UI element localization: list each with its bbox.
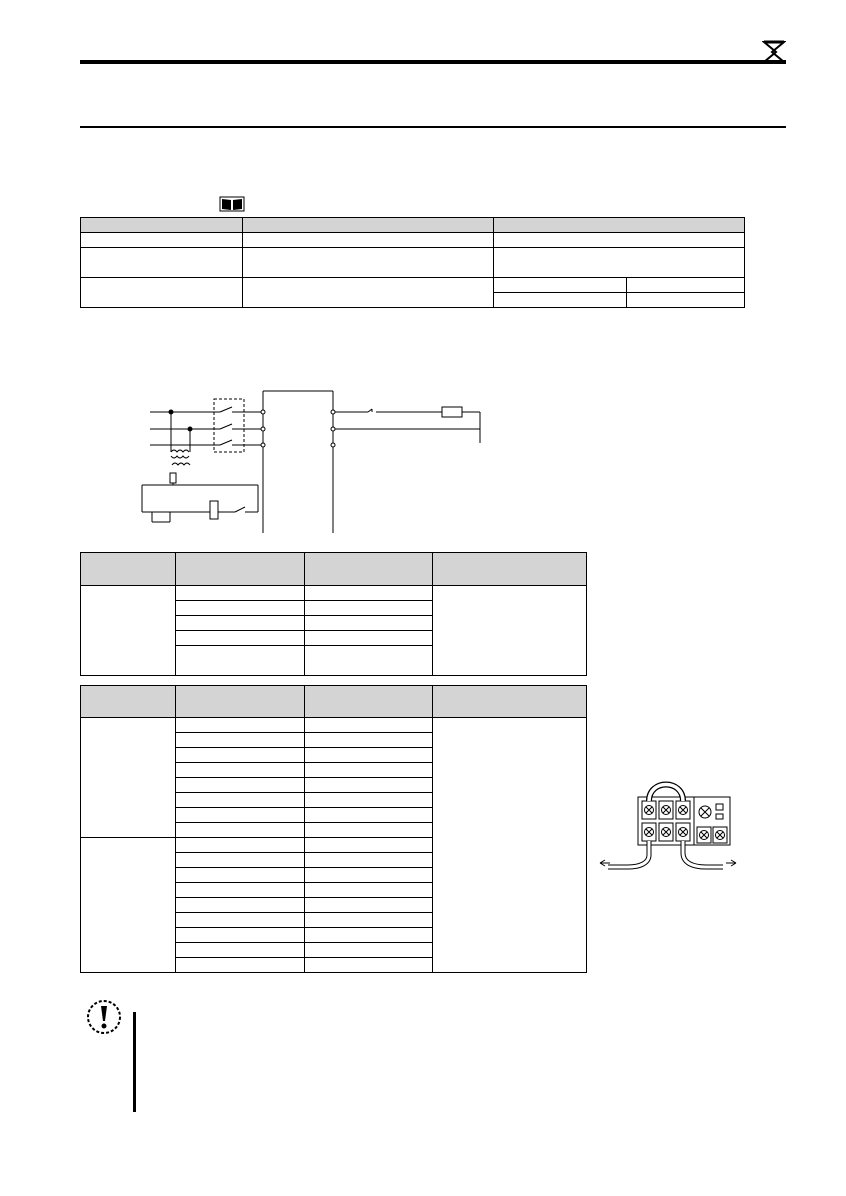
- table-cell: [305, 778, 433, 793]
- table-cell: [305, 793, 433, 808]
- table-cell: [305, 958, 433, 973]
- spec-table: [80, 217, 745, 308]
- spec-header-1: [81, 218, 243, 233]
- table-cell: [176, 601, 305, 616]
- table-cell: [176, 646, 305, 676]
- spec-cell: [494, 248, 745, 278]
- table-cell: [176, 898, 305, 913]
- wiring-diagram: [140, 385, 485, 537]
- table-cell: [176, 616, 305, 631]
- table-cell: [176, 838, 305, 853]
- table-cell: [176, 943, 305, 958]
- wire-table-2-header: [176, 686, 305, 718]
- table-cell: [176, 823, 305, 838]
- table-cell: [305, 838, 433, 853]
- table-cell: [176, 853, 305, 868]
- table-cell: [305, 928, 433, 943]
- spec-cell: [81, 278, 243, 308]
- table-cell: [176, 868, 305, 883]
- table-cell: [305, 883, 433, 898]
- table-cell: [176, 913, 305, 928]
- spec-cell: [494, 233, 745, 248]
- table-cell: [305, 913, 433, 928]
- spec-cell: [243, 233, 494, 248]
- caution-icon: [85, 998, 123, 1036]
- wire-table-1-header: [81, 553, 176, 586]
- table-cell: [176, 958, 305, 973]
- spec-cell: [494, 293, 627, 308]
- wire-table-1: [80, 552, 587, 676]
- table-cell: [176, 793, 305, 808]
- wire-table-2-group: [81, 718, 176, 838]
- wire-table-1-header: [176, 553, 305, 586]
- table-cell: [176, 883, 305, 898]
- spec-cell: [627, 278, 745, 293]
- table-cell: [305, 853, 433, 868]
- spec-cell: [81, 233, 243, 248]
- caution-bar: [133, 1012, 136, 1112]
- table-cell: [305, 808, 433, 823]
- wire-table-2-note: [433, 718, 587, 973]
- wire-table-1-note: [433, 586, 587, 676]
- table-cell: [176, 808, 305, 823]
- wire-table-2-header: [305, 686, 433, 718]
- spec-cell: [243, 278, 494, 308]
- table-cell: [305, 748, 433, 763]
- table-cell: [305, 586, 433, 601]
- table-cell: [176, 718, 305, 733]
- wire-table-2-header: [433, 686, 587, 718]
- spec-cell: [243, 248, 494, 278]
- wire-table-1-group: [81, 586, 176, 676]
- table-cell: [305, 601, 433, 616]
- spec-cell: [494, 278, 627, 293]
- wire-table-1-header: [433, 553, 587, 586]
- table-cell: [176, 748, 305, 763]
- section-rule: [80, 126, 786, 128]
- spec-cell: [627, 293, 745, 308]
- table-cell: [176, 586, 305, 601]
- wire-table-2-group: [81, 838, 176, 973]
- table-cell: [176, 778, 305, 793]
- page-number: [774, 0, 814, 22]
- table-cell: [176, 928, 305, 943]
- book-icon: [219, 196, 245, 212]
- table-cell: [176, 631, 305, 646]
- wire-table-2: [80, 685, 587, 973]
- spec-header-2: [243, 218, 494, 233]
- table-cell: [305, 733, 433, 748]
- table-cell: [305, 898, 433, 913]
- table-cell: [305, 943, 433, 958]
- table-cell: [305, 763, 433, 778]
- wire-table-1-header: [305, 553, 433, 586]
- wire-table-2-header: [81, 686, 176, 718]
- table-cell: [305, 616, 433, 631]
- table-cell: [305, 823, 433, 838]
- table-cell: [305, 868, 433, 883]
- table-cell: [305, 631, 433, 646]
- spec-cell: [81, 248, 243, 278]
- table-cell: [305, 718, 433, 733]
- table-cell: [176, 763, 305, 778]
- table-cell: [305, 646, 433, 676]
- table-cell: [176, 733, 305, 748]
- spec-header-3: [494, 218, 745, 233]
- header-rule: [80, 60, 786, 64]
- terminal-block-diagram: [598, 775, 743, 875]
